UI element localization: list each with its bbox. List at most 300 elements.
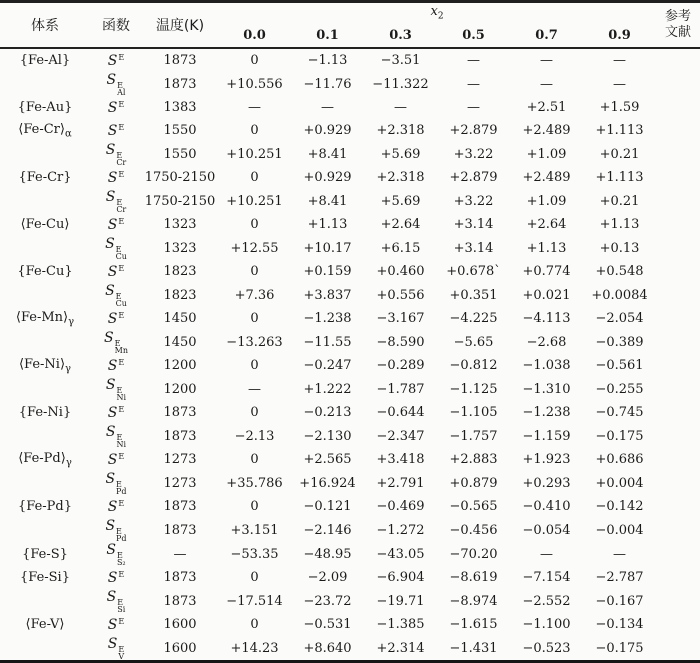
system-cell (0, 189, 90, 213)
value-cell: −6.904 (376, 570, 425, 585)
value-cell: −1.038 (522, 358, 571, 373)
value-cell: +3.14 (453, 240, 494, 256)
reference-cell (656, 448, 700, 471)
value-cell: −2.787 (595, 570, 644, 585)
value-cell: +0.460 (376, 264, 425, 279)
value-cell: +1.13 (599, 217, 640, 232)
value-cell: 0 (250, 452, 259, 467)
temperature-cell: 1450 (163, 311, 197, 326)
system-cell (0, 377, 90, 401)
value-cell: +2.51 (526, 100, 567, 115)
table-row (0, 401, 700, 424)
reference-cell (656, 518, 700, 542)
temperature-cell: 1873 (163, 522, 197, 538)
value-cell: +2.314 (376, 640, 425, 656)
header-temperature: 温度(K) (155, 18, 205, 34)
table-row (0, 354, 700, 377)
reference-cell (656, 142, 700, 166)
value-cell: +1.13 (526, 240, 567, 256)
value-cell: +16.924 (299, 475, 356, 491)
function-cell: $S^E$ (107, 498, 125, 515)
value-cell: −1.787 (376, 381, 425, 397)
system-cell: {Fe-Pd} (17, 499, 72, 514)
value-cell: +0.351 (449, 287, 498, 303)
header-reference (656, 2, 700, 49)
temperature-cell: 1550 (163, 123, 197, 138)
value-cell: — (467, 100, 480, 115)
value-cell: −2.347 (376, 428, 425, 444)
value-cell: −0.644 (376, 405, 425, 420)
temperature-cell: 1323 (163, 217, 197, 232)
value-cell: −11.322 (372, 76, 429, 92)
value-cell: −1.159 (522, 428, 571, 444)
table-row (0, 260, 700, 283)
value-cell: −2.09 (307, 570, 348, 585)
system-cell (0, 424, 90, 448)
system-cell: {Fe-S} (22, 546, 68, 562)
value-cell: −0.531 (303, 617, 352, 632)
temperature-cell: 1873 (163, 593, 197, 609)
system-cell: {Fe-Ni} (18, 405, 72, 420)
value-cell: −1.431 (449, 640, 498, 656)
temperature-cell: 1873 (163, 53, 197, 68)
value-cell: −70.20 (449, 546, 498, 562)
temperature-cell: 1873 (163, 405, 197, 420)
value-cell: — (321, 100, 334, 115)
system-cell: ⟨Fe-V⟩ (25, 617, 65, 632)
function-cell: $S^E$ (107, 569, 125, 586)
table-row (0, 142, 700, 166)
function-cell: S E Cu (105, 283, 127, 308)
value-cell: −0.247 (303, 358, 352, 373)
value-cell: +1.923 (522, 452, 571, 467)
table-row (0, 495, 700, 518)
value-cell: +8.41 (307, 193, 348, 209)
value-cell: −11.55 (303, 334, 352, 350)
reference-cell (656, 213, 700, 236)
system-cell (0, 236, 90, 260)
x2-subscript: 2 (437, 11, 444, 22)
table-body (0, 48, 700, 662)
table-row (0, 589, 700, 613)
system-cell: $⟨Fe-Cr⟩_\alpha$ (18, 121, 72, 140)
value-cell: −3.51 (380, 53, 421, 68)
temperature-cell: 1383 (163, 100, 197, 115)
reference-cell (656, 495, 700, 518)
function-cell: S E S₂ (106, 542, 126, 567)
value-cell: +0.293 (522, 475, 571, 491)
value-cell: +2.64 (526, 217, 567, 232)
table-row (0, 72, 700, 96)
function-cell: S E Cr (105, 142, 127, 167)
table-row (0, 330, 700, 354)
table-header (0, 2, 700, 49)
header-reference-line1: 参考 (665, 8, 692, 24)
reference-cell (656, 119, 700, 142)
reference-cell (656, 283, 700, 307)
value-cell: −1.100 (522, 617, 571, 632)
table-row (0, 283, 700, 307)
temperature-cell: 1550 (163, 146, 197, 162)
value-cell: +10.17 (303, 240, 352, 256)
value-cell: +0.0084 (591, 287, 648, 303)
system-cell: {Fe-Si} (19, 570, 70, 585)
value-cell: −1.385 (376, 617, 425, 632)
value-cell: −0.175 (595, 428, 644, 444)
system-cell: {Fe-Cu} (17, 264, 73, 279)
value-cell: −0.565 (449, 499, 498, 514)
temperature-cell: — (173, 546, 187, 562)
header-function: 函数 (102, 18, 130, 34)
reference-cell (656, 96, 700, 119)
function-cell: $S^E$ (107, 451, 125, 468)
value-cell: +2.489 (522, 170, 571, 185)
value-cell: −8.619 (449, 570, 498, 585)
table-row (0, 48, 700, 72)
function-cell: S E V (107, 636, 125, 661)
system-cell (0, 72, 90, 96)
value-cell: +2.489 (522, 123, 571, 138)
temperature-cell: 1823 (163, 287, 197, 303)
value-cell: — (613, 53, 627, 68)
value-cell: −1.272 (376, 522, 425, 538)
reference-cell (656, 471, 700, 495)
header-x2-value: 0.0 (243, 27, 266, 43)
reference-cell (656, 424, 700, 448)
function-cell: S E Pd (105, 518, 127, 543)
value-cell: — (540, 76, 553, 92)
value-cell: −1.615 (449, 617, 498, 632)
table-row (0, 448, 700, 471)
function-cell: $S^E$ (107, 310, 125, 327)
function-cell: S E Cr (105, 189, 127, 214)
function-cell: S E Ni (105, 377, 127, 402)
value-cell: −2.552 (522, 593, 571, 609)
reference-cell (656, 542, 700, 566)
value-cell: −0.410 (522, 499, 571, 514)
value-cell: +2.879 (449, 170, 498, 185)
value-cell: −53.35 (230, 546, 279, 562)
value-cell: — (394, 100, 407, 115)
value-cell: +2.565 (303, 452, 352, 467)
value-cell: −1.238 (522, 405, 571, 420)
function-cell: S E Si (106, 589, 126, 614)
value-cell: −1.310 (522, 381, 571, 397)
header-reference-line2: 文献 (665, 25, 692, 40)
temperature-cell: 1600 (163, 640, 197, 656)
value-cell: −0.745 (595, 405, 644, 420)
system-cell (0, 518, 90, 542)
value-cell: — (613, 76, 627, 92)
value-cell: +3.14 (453, 217, 494, 232)
x2-symbol: x (430, 4, 438, 20)
table-row (0, 96, 700, 119)
function-cell: $S^E$ (107, 263, 125, 280)
value-cell: −0.523 (522, 640, 571, 656)
value-cell: — (248, 381, 261, 397)
value-cell: +2.883 (449, 452, 498, 467)
temperature-cell: 1873 (163, 76, 197, 92)
function-cell: S E Ni (105, 424, 127, 449)
value-cell: +8.640 (303, 640, 352, 656)
value-cell: −1.105 (449, 405, 498, 420)
value-cell: +2.791 (376, 475, 425, 491)
value-cell: −11.76 (303, 76, 352, 92)
value-cell: +2.318 (376, 170, 425, 185)
reference-cell (656, 260, 700, 283)
value-cell: 0 (250, 617, 259, 632)
value-cell: +10.556 (226, 76, 283, 92)
value-cell: −13.263 (226, 334, 283, 350)
value-cell: −3.167 (376, 311, 425, 326)
system-cell (0, 330, 90, 354)
value-cell: −0.054 (522, 522, 571, 538)
value-cell: 0 (250, 311, 259, 326)
function-cell: $S^E$ (107, 357, 125, 374)
value-cell: +2.879 (449, 123, 498, 138)
value-cell: −4.113 (522, 311, 571, 326)
value-cell: −0.167 (595, 593, 644, 609)
reference-cell (656, 401, 700, 424)
value-cell: −0.213 (303, 405, 352, 420)
temperature-cell: 1450 (163, 334, 197, 350)
value-cell: +0.929 (303, 123, 352, 138)
value-cell: −0.456 (449, 522, 498, 538)
value-cell: +1.09 (526, 193, 567, 209)
value-cell: +7.36 (234, 287, 275, 303)
value-cell: +14.23 (230, 640, 279, 656)
value-cell: — (540, 53, 553, 68)
reference-cell (656, 354, 700, 377)
value-cell: 0 (250, 217, 259, 232)
system-cell: ⟨Fe-Cu⟩ (20, 217, 70, 232)
value-cell: 0 (250, 358, 259, 373)
value-cell: −0.469 (376, 499, 425, 514)
table-row (0, 377, 700, 401)
value-cell: 0 (250, 499, 259, 514)
table-row (0, 471, 700, 495)
value-cell: +0.774 (522, 264, 571, 279)
value-cell: −17.514 (226, 593, 283, 609)
value-cell: −8.974 (449, 593, 498, 609)
header-x2-value: 0.9 (608, 27, 631, 43)
temperature-cell: 1273 (163, 452, 197, 467)
value-cell: 0 (250, 53, 259, 68)
value-cell: 0 (250, 170, 259, 185)
system-cell (0, 142, 90, 166)
reference-cell (656, 189, 700, 213)
value-cell: −4.225 (449, 311, 498, 326)
value-cell: — (613, 546, 627, 562)
value-cell: +2.318 (376, 123, 425, 138)
reference-cell (656, 566, 700, 589)
header-system: 体系 (31, 18, 59, 34)
system-cell: $⟨Fe-Mn⟩_\gamma$ (15, 309, 75, 328)
value-cell: +0.548 (595, 264, 644, 279)
temperature-cell: 1873 (163, 570, 197, 585)
value-cell: +5.69 (380, 146, 421, 162)
temperature-cell: 1823 (163, 264, 197, 279)
value-cell: +0.879 (449, 475, 498, 491)
value-cell: 0 (250, 123, 259, 138)
function-cell: $S^E$ (107, 169, 125, 186)
value-cell: +0.21 (599, 146, 640, 162)
value-cell: +0.686 (595, 452, 644, 467)
value-cell: −0.255 (595, 381, 644, 397)
value-cell: +3.837 (303, 287, 352, 303)
temperature-cell: 1873 (163, 499, 197, 514)
value-cell: +35.786 (226, 475, 283, 491)
system-cell: {Fe-Au} (17, 100, 73, 115)
value-cell: +10.251 (226, 146, 283, 162)
value-cell: +2.64 (380, 217, 421, 232)
temperature-cell: 1323 (163, 240, 197, 256)
value-cell: +0.929 (303, 170, 352, 185)
table-row (0, 213, 700, 236)
value-cell: −0.812 (449, 358, 498, 373)
header-x2-value: 0.7 (535, 27, 558, 43)
value-cell: −0.142 (595, 499, 644, 514)
table-row (0, 307, 700, 330)
value-cell: −7.154 (522, 570, 571, 585)
function-cell: S E Cu (105, 236, 127, 261)
system-cell: $⟨Fe-Ni⟩_\gamma$ (18, 356, 72, 375)
reference-cell (656, 307, 700, 330)
value-cell: +3.22 (453, 146, 494, 162)
reference-cell (656, 48, 700, 72)
value-cell: +0.13 (599, 240, 640, 256)
function-cell: $S^E$ (107, 404, 125, 421)
table-row (0, 542, 700, 566)
temperature-cell: 1873 (163, 428, 197, 444)
value-cell: −2.146 (303, 522, 352, 538)
temperature-cell: 1200 (163, 358, 197, 373)
header-x2-value: 0.5 (462, 27, 485, 43)
reference-cell (656, 166, 700, 189)
system-cell: $⟨Fe-Pd⟩_\gamma$ (18, 450, 72, 469)
value-cell: −0.175 (595, 640, 644, 656)
value-cell: −0.561 (595, 358, 644, 373)
value-cell: −1.757 (449, 428, 498, 444)
temperature-cell: 1200 (163, 381, 197, 397)
reference-cell (656, 589, 700, 613)
value-cell: −1.238 (303, 311, 352, 326)
function-cell: S E Pd (105, 471, 127, 496)
value-cell: +1.59 (599, 100, 640, 115)
value-cell: −2.68 (526, 334, 567, 350)
header-x2 (218, 2, 656, 24)
table-row (0, 566, 700, 589)
value-cell: −5.65 (453, 334, 494, 350)
reference-cell (656, 330, 700, 354)
table-row (0, 518, 700, 542)
value-cell: −0.389 (595, 334, 644, 350)
value-cell: −23.72 (303, 593, 352, 609)
value-cell: +0.159 (303, 264, 352, 279)
value-cell: +3.22 (453, 193, 494, 209)
value-cell: −0.289 (376, 358, 425, 373)
temperature-cell: 1273 (163, 475, 197, 491)
value-cell: +1.13 (307, 217, 348, 232)
table-row (0, 613, 700, 636)
value-cell: — (248, 100, 261, 115)
value-cell: +12.55 (230, 240, 279, 256)
value-cell: +1.113 (595, 170, 644, 185)
value-cell: — (540, 546, 553, 562)
value-cell: — (467, 53, 480, 68)
function-cell: $S^E$ (107, 616, 125, 633)
value-cell: −2.13 (234, 428, 275, 444)
function-cell: $S^E$ (107, 122, 125, 139)
value-cell: −0.004 (595, 522, 644, 538)
value-cell: +8.41 (307, 146, 348, 162)
value-cell: −1.13 (307, 53, 348, 68)
value-cell: 0 (250, 405, 259, 420)
reference-cell (656, 613, 700, 636)
temperature-cell: 1750-2150 (144, 170, 216, 185)
value-cell: −8.590 (376, 334, 425, 350)
table-row (0, 166, 700, 189)
reference-cell (656, 236, 700, 260)
reference-cell (656, 377, 700, 401)
value-cell: −0.121 (303, 499, 352, 514)
function-cell: $S^E$ (107, 216, 125, 233)
value-cell: +0.004 (595, 475, 644, 491)
value-cell: 0 (250, 264, 259, 279)
table-row (0, 236, 700, 260)
value-cell: −2.130 (303, 428, 352, 444)
value-cell: −1.125 (449, 381, 498, 397)
value-cell: −0.134 (595, 617, 644, 632)
value-cell: +10.251 (226, 193, 283, 209)
value-cell: 0 (250, 570, 259, 585)
system-cell (0, 283, 90, 307)
system-cell: {Fe-Al} (19, 53, 71, 68)
function-cell: $S^E$ (107, 52, 125, 69)
header-x2-value: 0.3 (389, 27, 412, 43)
temperature-cell: 1600 (163, 617, 197, 632)
value-cell: −43.05 (376, 546, 425, 562)
value-cell: +3.151 (230, 522, 279, 538)
value-cell: +0.556 (376, 287, 425, 303)
value-cell: +0.678` (446, 264, 501, 279)
value-cell: +0.21 (599, 193, 640, 209)
function-cell: S E Al (106, 72, 126, 97)
value-cell: +1.113 (595, 123, 644, 138)
system-cell (0, 471, 90, 495)
system-cell (0, 589, 90, 613)
system-cell: {Fe-Cr} (18, 170, 72, 185)
value-cell: −48.95 (303, 546, 352, 562)
value-cell: −2.054 (595, 311, 644, 326)
value-cell: +6.15 (380, 240, 421, 256)
table-row (0, 189, 700, 213)
value-cell: — (467, 76, 480, 92)
value-cell: −19.71 (376, 593, 425, 609)
value-cell: +1.222 (303, 381, 352, 397)
value-cell: +1.09 (526, 146, 567, 162)
function-cell: S E Mn (104, 330, 128, 355)
reference-cell (656, 72, 700, 96)
temperature-cell: 1750-2150 (144, 193, 216, 209)
table-row (0, 119, 700, 142)
value-cell: +5.69 (380, 193, 421, 209)
value-cell: +0.021 (522, 287, 571, 303)
table-row (0, 424, 700, 448)
function-cell: $S^E$ (107, 99, 125, 116)
header-x2-value: 0.1 (316, 27, 339, 43)
value-cell: +3.418 (376, 452, 425, 467)
